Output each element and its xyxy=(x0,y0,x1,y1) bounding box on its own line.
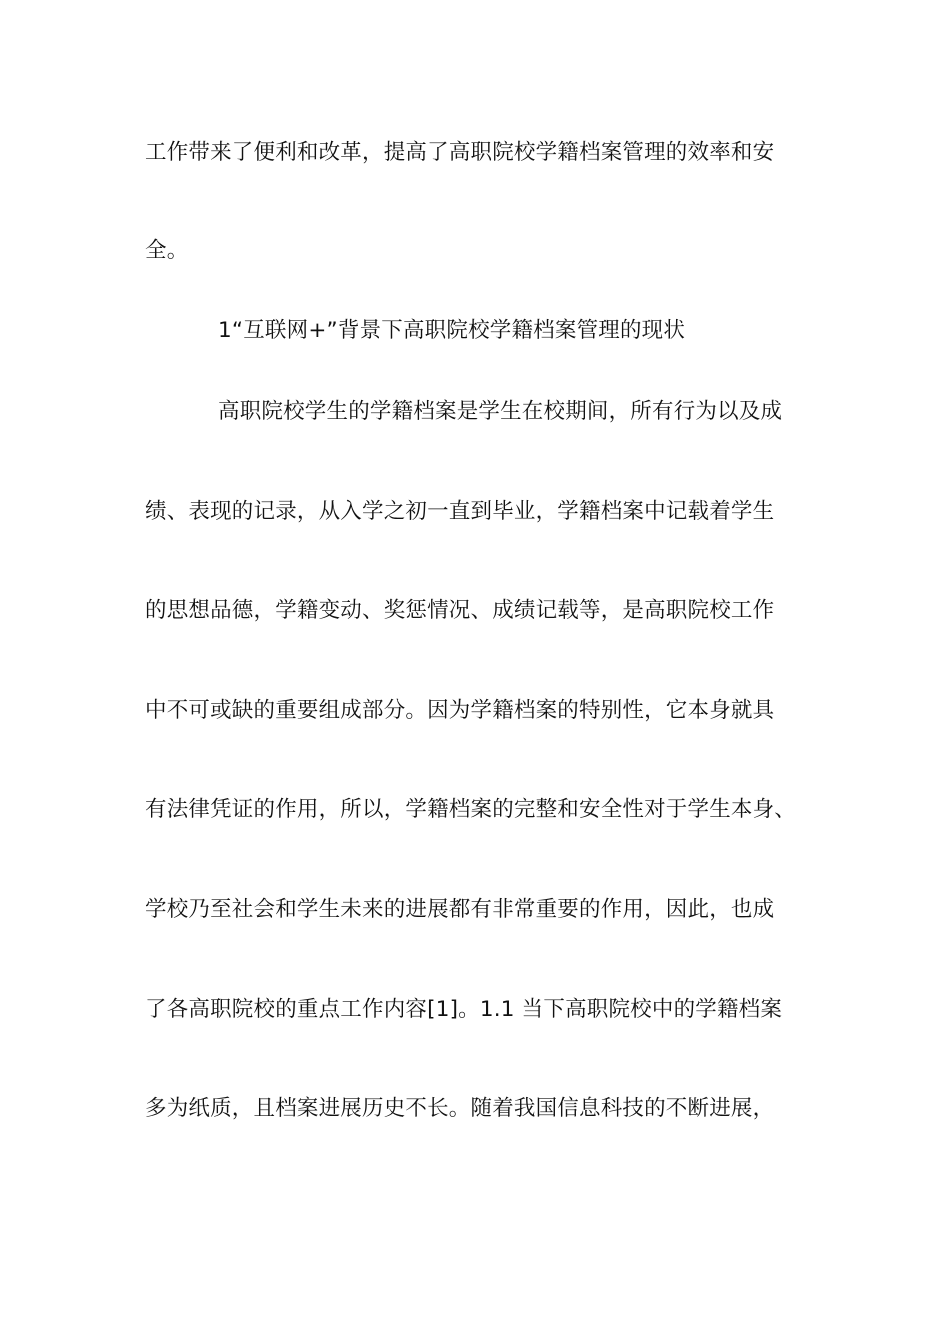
paragraph-first-line: 高职院校学生的学籍档案是学生在校期间，所有行为以及成 xyxy=(218,399,783,424)
text-line: 学校乃至社会和学生未来的进展都有非常重要的作用，因此，也成 xyxy=(145,897,775,922)
text-line: 的思想品德，学籍变动、奖惩情况、成绩记载等，是高职院校工作 xyxy=(145,598,775,623)
text-line: 多为纸质，且档案进展历史不长。随着我国信息科技的不断进展， xyxy=(145,1096,775,1121)
text-line: 中不可或缺的重要组成部分。因为学籍档案的特别性，它本身就具 xyxy=(145,698,775,723)
text-line: 了各高职院校的重点工作内容[1]。1.1 当下高职院校中的学籍档案 xyxy=(145,997,783,1022)
section-heading: 1“互联网+”背景下高职院校学籍档案管理的现状 xyxy=(218,318,686,343)
text-line: 绩、表现的记录，从入学之初一直到毕业，学籍档案中记载着学生 xyxy=(145,499,775,524)
text-line: 全。 xyxy=(145,238,189,263)
text-line: 有法律凭证的作用，所以，学籍档案的完整和安全性对于学生本身、 xyxy=(145,797,797,822)
text-line: 工作带来了便利和改革，提高了高职院校学籍档案管理的效率和安 xyxy=(145,140,775,165)
